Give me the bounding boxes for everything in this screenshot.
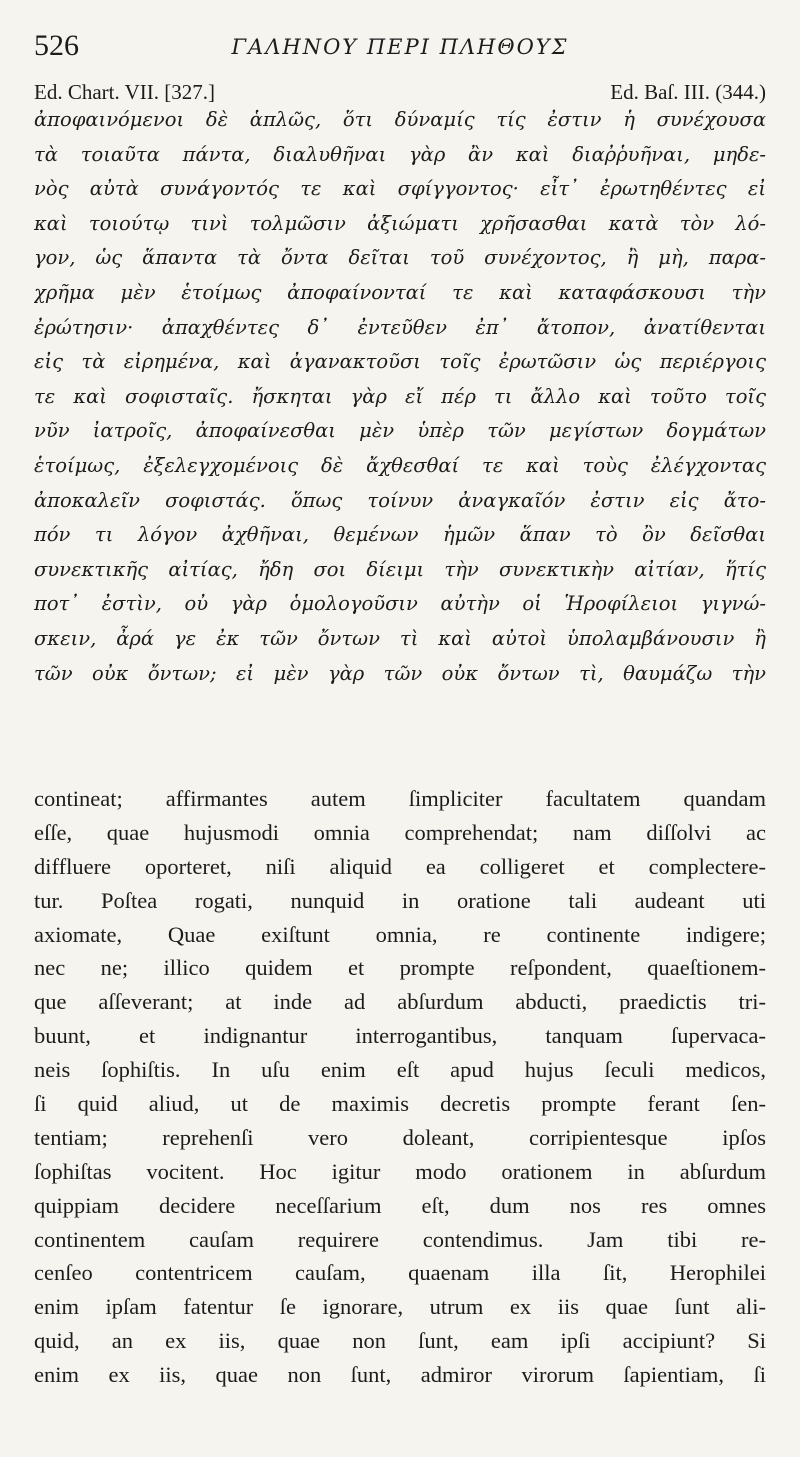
greek-line: εἰς τὰ εἰρημένα, καὶ ἀγανακτοῦσι τοῖς ἐρωτῶσιν ὡς περιέργοις [34, 350, 766, 374]
latin-line: ſophiſtas vocitent. Hoc igitur modo orationem in abſurdum [34, 1158, 766, 1184]
latin-line: diffluere oporteret, niſi aliquid ea colligeret et complectere- [34, 853, 766, 879]
latin-line: que aſſeverant; at inde ad abſurdum abducti, praedictis tri- [34, 989, 766, 1015]
edition-references [34, 78, 766, 106]
greek-line: τε καὶ σοφισταῖς. ἤσκηται γὰρ εἴ πέρ τι ἄλλο καὶ τοῦτο τοῖς [34, 384, 766, 408]
greek-line: τῶν οὐκ ὄντων; εἰ μὲν γὰρ τῶν οὐκ ὄντων τὶ, θαυμάζω τὴν [34, 661, 766, 685]
latin-line: quippiam decidere neceſſarium eſt, dum nos res omnes [34, 1192, 766, 1218]
latin-line: quid, an ex iis, quae non ſunt, eam ipſi accipiunt? Si [34, 1328, 766, 1354]
greek-text-block [34, 103, 766, 691]
greek-line: ἑτοίμως, ἐξελεγχομένοις δὲ ἄχθεσθαί τε καὶ τοὺς ἐλέγχοντας [34, 453, 766, 477]
latin-line: neis ſophiſtis. In uſu enim eſt apud hujus ſeculi medicos, [34, 1057, 766, 1083]
latin-line: nec ne; illico quidem et prompte reſpondent, quaeſtionem- [34, 955, 766, 981]
latin-line: continentem cauſam requirere contendimus. Jam tibi re- [34, 1226, 766, 1252]
latin-line: axiomate, Quae exiſtunt omnia, re continente indigere; [34, 921, 766, 947]
page-header [34, 28, 766, 64]
latin-text-block [34, 782, 766, 1392]
page-number: 526 [34, 29, 79, 62]
greek-line: νῦν ἰατροῖς, ἀποφαίνεσθαι μὲν ὑπὲρ τῶν μεγίστων δογμάτων [34, 419, 766, 443]
greek-line: ἀποφαινόμενοι δὲ ἁπλῶς, ὅτι δύναμίς τίς ἐστιν ἡ συνέχουσα [34, 108, 766, 131]
greek-line: καὶ τοιούτῳ τινὶ τολμῶσιν ἀξιώματι χρῆσασθαι κατὰ τὸν λό- [34, 211, 766, 235]
latin-line: contineat; affirmantes autem ſimpliciter facultatem quandam [34, 786, 766, 811]
greek-line: σκειν, ἆρά γε ἐκ τῶν ὄντων τὶ καὶ αὐτοὶ ὑπολαμβάνουσιν ἢ [34, 626, 766, 650]
greek-line: συνεκτικῆς αἰτίας, ἤδη σοι δίειμι τὴν συνεκτικὴν αἰτίαν, ἥτίς [34, 557, 766, 581]
edition-basel-reference: Ed. Baſ. III. (344.) [610, 80, 766, 104]
greek-line: τὰ τοιαῦτα πάντα, διαλυθῆναι γὰρ ἂν καὶ διαῤῥυῆναι, μηδε- [34, 142, 766, 166]
greek-line: γον, ὡς ἅπαντα τὰ ὄντα δεῖται τοῦ συνέχοντος, ἢ μὴ, παρα- [34, 246, 766, 270]
latin-line: buunt, et indignantur interrogantibus, tanquam ſupervaca- [34, 1023, 766, 1049]
edition-chart-reference: Ed. Chart. VII. [327.] [34, 80, 215, 104]
greek-line: νὸς αὐτὰ συνάγοντός τε καὶ σφίγγοντος· εἶτ᾽ ἐρωτηθέντες εἰ [34, 177, 766, 201]
latin-line: tur. Poſtea rogati, nunquid in oratione tali audeant uti [34, 887, 766, 913]
latin-line: eſſe, quae hujusmodi omnia comprehendat; nam diſſolvi ac [34, 819, 766, 845]
running-title: ΓΑΛΗΝΟΥ ΠΕΡΙ ΠΛΗΘΟΥΣ [231, 35, 569, 59]
latin-line: cenſeo contentricem cauſam, quaenam illa ſit, Herophilei [34, 1260, 766, 1286]
latin-line: enim ipſam fatentur ſe ignorare, utrum ex iis quae ſunt ali- [34, 1294, 766, 1320]
greek-line: ποτ᾽ ἐστὶν, οὐ γὰρ ὁμολογοῦσιν αὐτὴν οἱ Ἡροφίλειοι γιγνώ- [34, 592, 766, 616]
greek-line: ἐρώτησιν· ἀπαχθέντες δ᾽ ἐντεῦθεν ἐπ᾽ ἄτοπον, ἀνατίθενται [34, 315, 766, 339]
latin-line: enim ex iis, quae non ſunt, admiror virorum ſapientiam, ſi [34, 1362, 766, 1388]
greek-line: ἀποκαλεῖν σοφιστάς. ὅπως τοίνυν ἀναγκαῖόν ἐστιν εἰς ἄτο- [34, 488, 766, 512]
latin-line: ſi quid aliud, ut de maximis decretis prompte ferant ſen- [34, 1091, 766, 1117]
latin-line: tentiam; reprehenſi vero doleant, corripientesque ipſos [34, 1124, 766, 1150]
greek-line: χρῆμα μὲν ἑτοίμως ἀποφαίνονταί τε καὶ καταφάσκουσι τὴν [34, 280, 766, 304]
greek-line: πόν τι λόγον ἀχθῆναι, θεμένων ἡμῶν ἅπαν τὸ ὂν δεῖσθαι [34, 523, 766, 547]
